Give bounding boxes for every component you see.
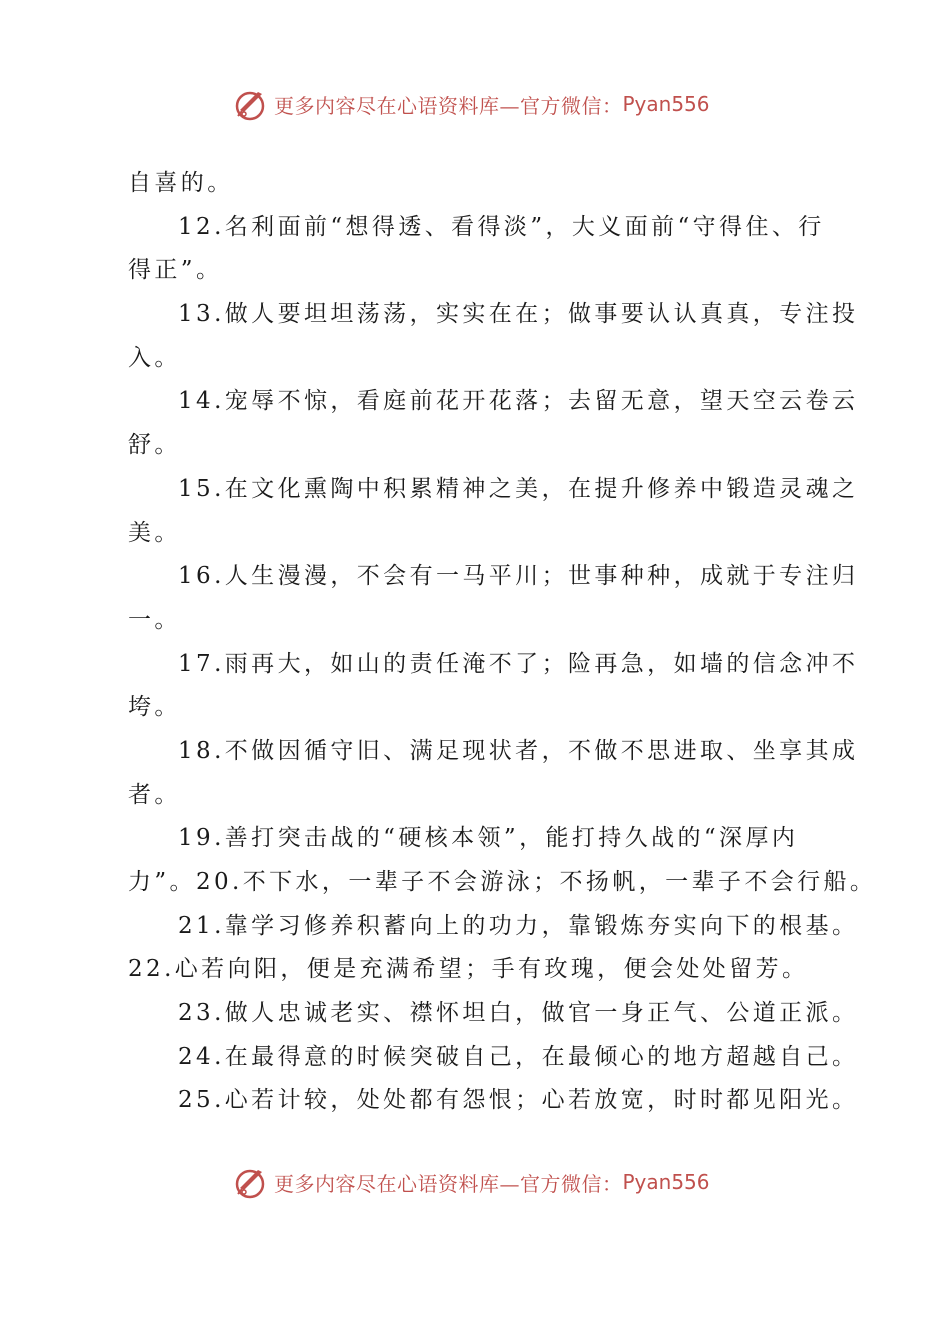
text-line: 15.在文化熏陶中积累精神之美，在提升修养中锻造灵魂之 [178,475,859,502]
text-line: 一。 [128,606,181,633]
text-line: 自喜的。 [128,170,234,196]
text-line: 13.做人要坦坦荡荡，实实在在；做事要认认真真，专注投 [178,301,859,328]
text-line: 12.名利面前“想得透、看得淡”，大义面前“守得住、行 [178,213,825,240]
text-line: 入。 [128,344,181,371]
text-line: 舒。 [128,432,181,459]
text-line: 18.不做因循守旧、满足现状者，不做不思进取、坐享其成 [178,737,859,764]
header-banner [232,84,710,124]
text-line: 美。 [128,519,181,546]
document-body [128,162,877,1123]
quill-logo-icon [232,1164,268,1200]
header-wechat-id: Pyan556 [622,92,710,116]
text-line: 25.心若计较，处处都有怨恨；心若放宽，时时都见阳光。 [178,1087,859,1114]
quill-logo-icon [232,86,268,122]
footer-wechat-id: Pyan556 [622,1170,710,1194]
header-banner-text: 更多内容尽在心语资料库—官方微信： [274,93,623,118]
text-line: 19.善打突击战的“硬核本领”，能打持久战的“深厚内 [178,825,799,852]
text-line: 垮。 [128,694,181,721]
text-line: 得正”。 [128,257,223,284]
footer-banner [232,1162,710,1202]
text-line: 者。 [128,781,181,808]
text-line: 14.宠辱不惊，看庭前花开花落；去留无意，望天空云卷云 [178,388,859,415]
text-line: 22.心若向阳，便是充满希望；手有玫瑰，便会处处留芳。 [128,956,809,983]
text-line: 21.靠学习修养积蓄向上的功力，靠锻炼夯实向下的根基。 [178,912,859,939]
text-line: 24.在最得意的时候突破自己，在最倾心的地方超越自己。 [178,1043,859,1070]
text-line: 23.做人忠诚老实、襟怀坦白，做官一身正气、公道正派。 [178,1000,859,1027]
text-line: 17.雨再大，如山的责任淹不了；险再急，如墙的信念冲不 [178,650,859,677]
footer-banner-text: 更多内容尽在心语资料库—官方微信： [274,1171,623,1196]
text-line: 力”。20.不下水，一辈子不会游泳；不扬帆，一辈子不会行船。 [128,869,877,895]
text-line: 16.人生漫漫，不会有一马平川；世事种种，成就于专注归 [178,563,859,590]
